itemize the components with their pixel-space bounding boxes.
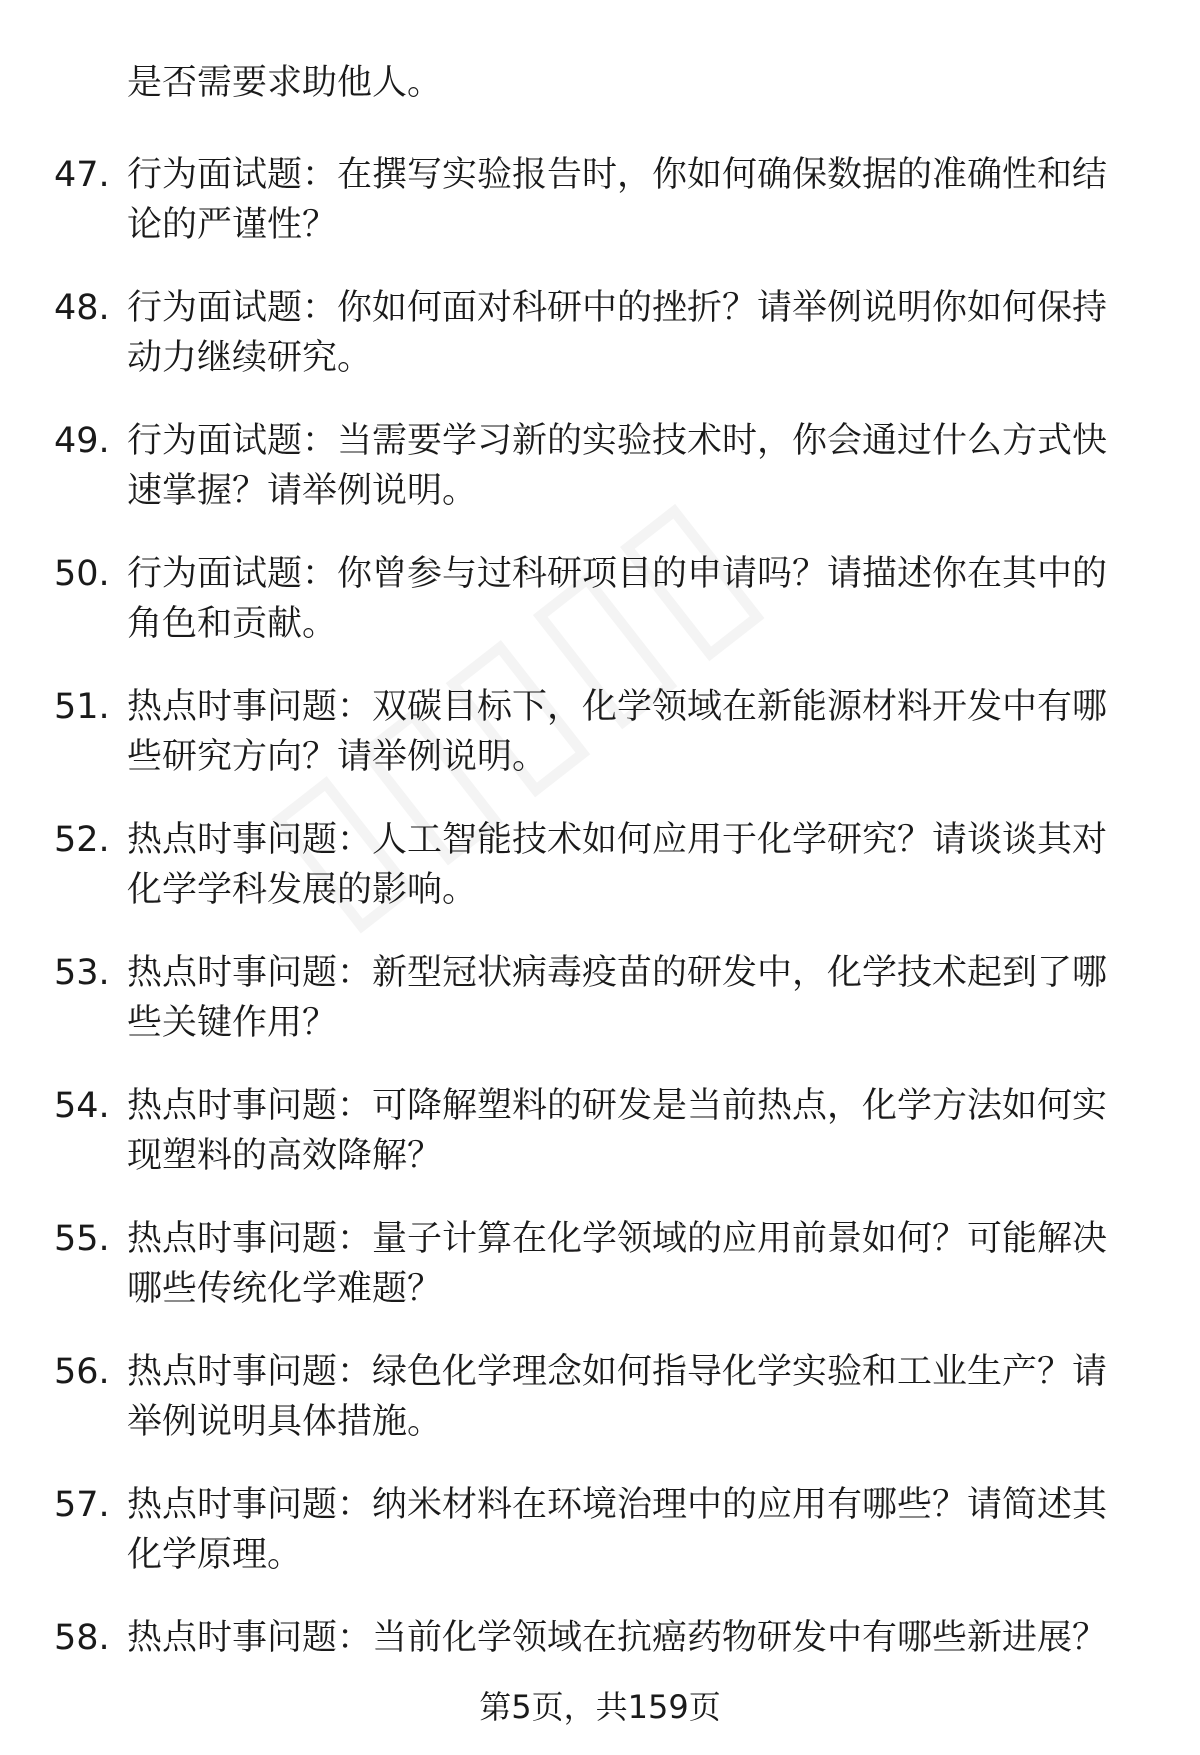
question-number: 54. bbox=[54, 1086, 110, 1126]
question-text: 热点时事问题：绿色化学理念如何指导化学实验和工业生产？请举例说明具体措施。 bbox=[127, 1352, 1108, 1442]
question-item bbox=[0, 1081, 1200, 1181]
question-item bbox=[0, 150, 1200, 250]
question-number: 53. bbox=[54, 953, 110, 993]
question-item bbox=[0, 1480, 1200, 1580]
question-text: 行为面试题：你曾参与过科研项目的申请吗？请描述你在其中的角色和贡献。 bbox=[127, 554, 1108, 644]
question-item bbox=[0, 1347, 1200, 1447]
question-item bbox=[0, 1613, 1200, 1663]
question-item bbox=[0, 283, 1200, 383]
question-text: 热点时事问题：当前化学领域在抗癌药物研发中有哪些新进展？ bbox=[127, 1618, 1108, 1658]
question-item bbox=[0, 416, 1200, 516]
question-item bbox=[0, 948, 1200, 1048]
question-list bbox=[0, 150, 1200, 1696]
question-item bbox=[0, 1214, 1200, 1314]
question-number: 49. bbox=[54, 421, 110, 461]
question-text: 热点时事问题：可降解塑料的研发是当前热点，化学方法如何实现塑料的高效降解？ bbox=[127, 1086, 1108, 1176]
question-number: 51. bbox=[54, 687, 110, 727]
question-number: 57. bbox=[54, 1485, 110, 1525]
question-number: 58. bbox=[54, 1618, 110, 1658]
question-number: 55. bbox=[54, 1219, 110, 1259]
question-text: 行为面试题：你如何面对科研中的挫折？请举例说明你如何保持动力继续研究。 bbox=[127, 288, 1108, 378]
question-text: 热点时事问题：纳米材料在环境治理中的应用有哪些？请简述其化学原理。 bbox=[127, 1485, 1108, 1575]
question-number: 56. bbox=[54, 1352, 110, 1392]
question-text: 热点时事问题：人工智能技术如何应用于化学研究？请谈谈其对化学学科发展的影响。 bbox=[127, 820, 1108, 910]
question-text: 热点时事问题：量子计算在化学领域的应用前景如何？可能解决哪些传统化学难题？ bbox=[127, 1219, 1108, 1309]
question-text: 热点时事问题：新型冠状病毒疫苗的研发中，化学技术起到了哪些关键作用？ bbox=[127, 953, 1108, 1043]
question-item bbox=[0, 549, 1200, 649]
continuation-text: 是否需要求助他人。 bbox=[127, 63, 443, 103]
question-number: 52. bbox=[54, 820, 110, 860]
question-item bbox=[0, 682, 1200, 782]
page-footer: 第5页，共159页 bbox=[479, 1688, 721, 1726]
question-text: 行为面试题：在撰写实验报告时，你如何确保数据的准确性和结论的严谨性？ bbox=[127, 155, 1108, 245]
question-number: 48. bbox=[54, 288, 110, 328]
question-item bbox=[0, 815, 1200, 915]
question-number: 50. bbox=[54, 554, 110, 594]
question-text: 热点时事问题：双碳目标下，化学领域在新能源材料开发中有哪些研究方向？请举例说明。 bbox=[127, 687, 1108, 777]
question-number: 47. bbox=[54, 155, 110, 195]
question-text: 行为面试题：当需要学习新的实验技术时，你会通过什么方式快速掌握？请举例说明。 bbox=[127, 421, 1108, 511]
